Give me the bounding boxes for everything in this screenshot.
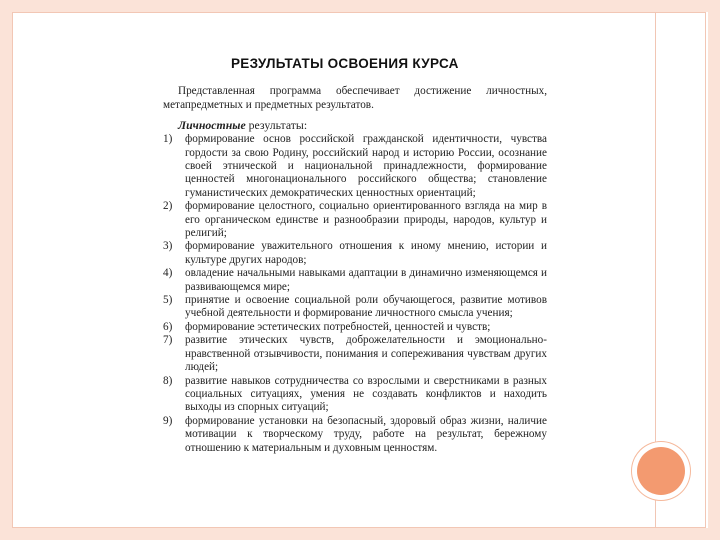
slide-edge-right (708, 0, 720, 540)
document-page (163, 56, 547, 455)
section-subheading (163, 118, 547, 132)
list-item (163, 334, 547, 374)
list-item (163, 415, 547, 455)
results-list (163, 133, 547, 455)
list-item-text: формирование эстетических потребностей, ценностей и чувств; (185, 320, 491, 333)
list-item-number: 8) (163, 374, 173, 387)
list-item-number: 1) (163, 133, 173, 146)
list-item (163, 133, 547, 200)
intro-paragraph: Представленная программа обеспечивает достижение личностных, метапредметных и предметных результатов. (163, 85, 547, 111)
list-item (163, 294, 547, 321)
slide-edge-top (0, 0, 720, 12)
list-item-text: формирование уважительного отношения к иному мнению, истории и культуре других народов; (185, 240, 547, 266)
slide-edge-bottom (0, 528, 720, 540)
list-item-number: 2) (163, 200, 173, 213)
list-item (163, 321, 547, 334)
list-item-text: развитие этических чувств, доброжелательности и эмоционально-нравственной отзывчивости, понимания и сопереживания чувствам других людей; (185, 334, 547, 374)
decorative-circle (637, 447, 685, 495)
list-item-number: 3) (163, 240, 173, 253)
list-item (163, 267, 547, 294)
list-item-number: 4) (163, 267, 173, 280)
list-item-text: формирование установки на безопасный, здоровый образ жизни, наличие мотивации к творческому труду, работе на результат, бережному отношению к материальным и духовным ценностям. (185, 414, 547, 454)
list-item (163, 240, 547, 267)
subheading-rest: результаты: (245, 118, 308, 133)
list-item-number: 5) (163, 294, 173, 307)
list-item-number: 6) (163, 320, 173, 333)
subheading-bold: Личностные (178, 118, 246, 133)
list-item-text: формирование основ российской гражданской идентичности, чувства гордости за свою Родину, российский народ и историю России, осознание своей этнической и национальной принадлежности, формирование ценностей многонационального российского общества; становление гуманистических демократических ценностных ориентаций; (185, 133, 547, 199)
list-item (163, 375, 547, 415)
list-item-number: 7) (163, 334, 173, 347)
list-item-text: развитие навыков сотрудничества со взрослыми и сверстниками в разных социальных ситуациях, умения не создавать конфликтов и находить выходы из спорных ситуаций; (185, 374, 547, 414)
list-item (163, 200, 547, 240)
page-title: РЕЗУЛЬТАТЫ ОСВОЕНИЯ КУРСА (231, 56, 459, 71)
list-item-number: 9) (163, 414, 173, 427)
slide-edge-left (0, 0, 12, 540)
list-item-text: принятие и освоение социальной роли обучающегося, развитие мотивов учебной деятельности и формирование личностного смысла учения; (185, 294, 547, 320)
list-item-text: овладение начальными навыками адаптации в динамично изменяющемся и развивающемся мире; (185, 267, 547, 293)
list-item-text: формирование целостного, социально ориентированного взгляда на мир в его органическом единстве и разнообразии природы, народов, культур и религий; (185, 200, 547, 240)
